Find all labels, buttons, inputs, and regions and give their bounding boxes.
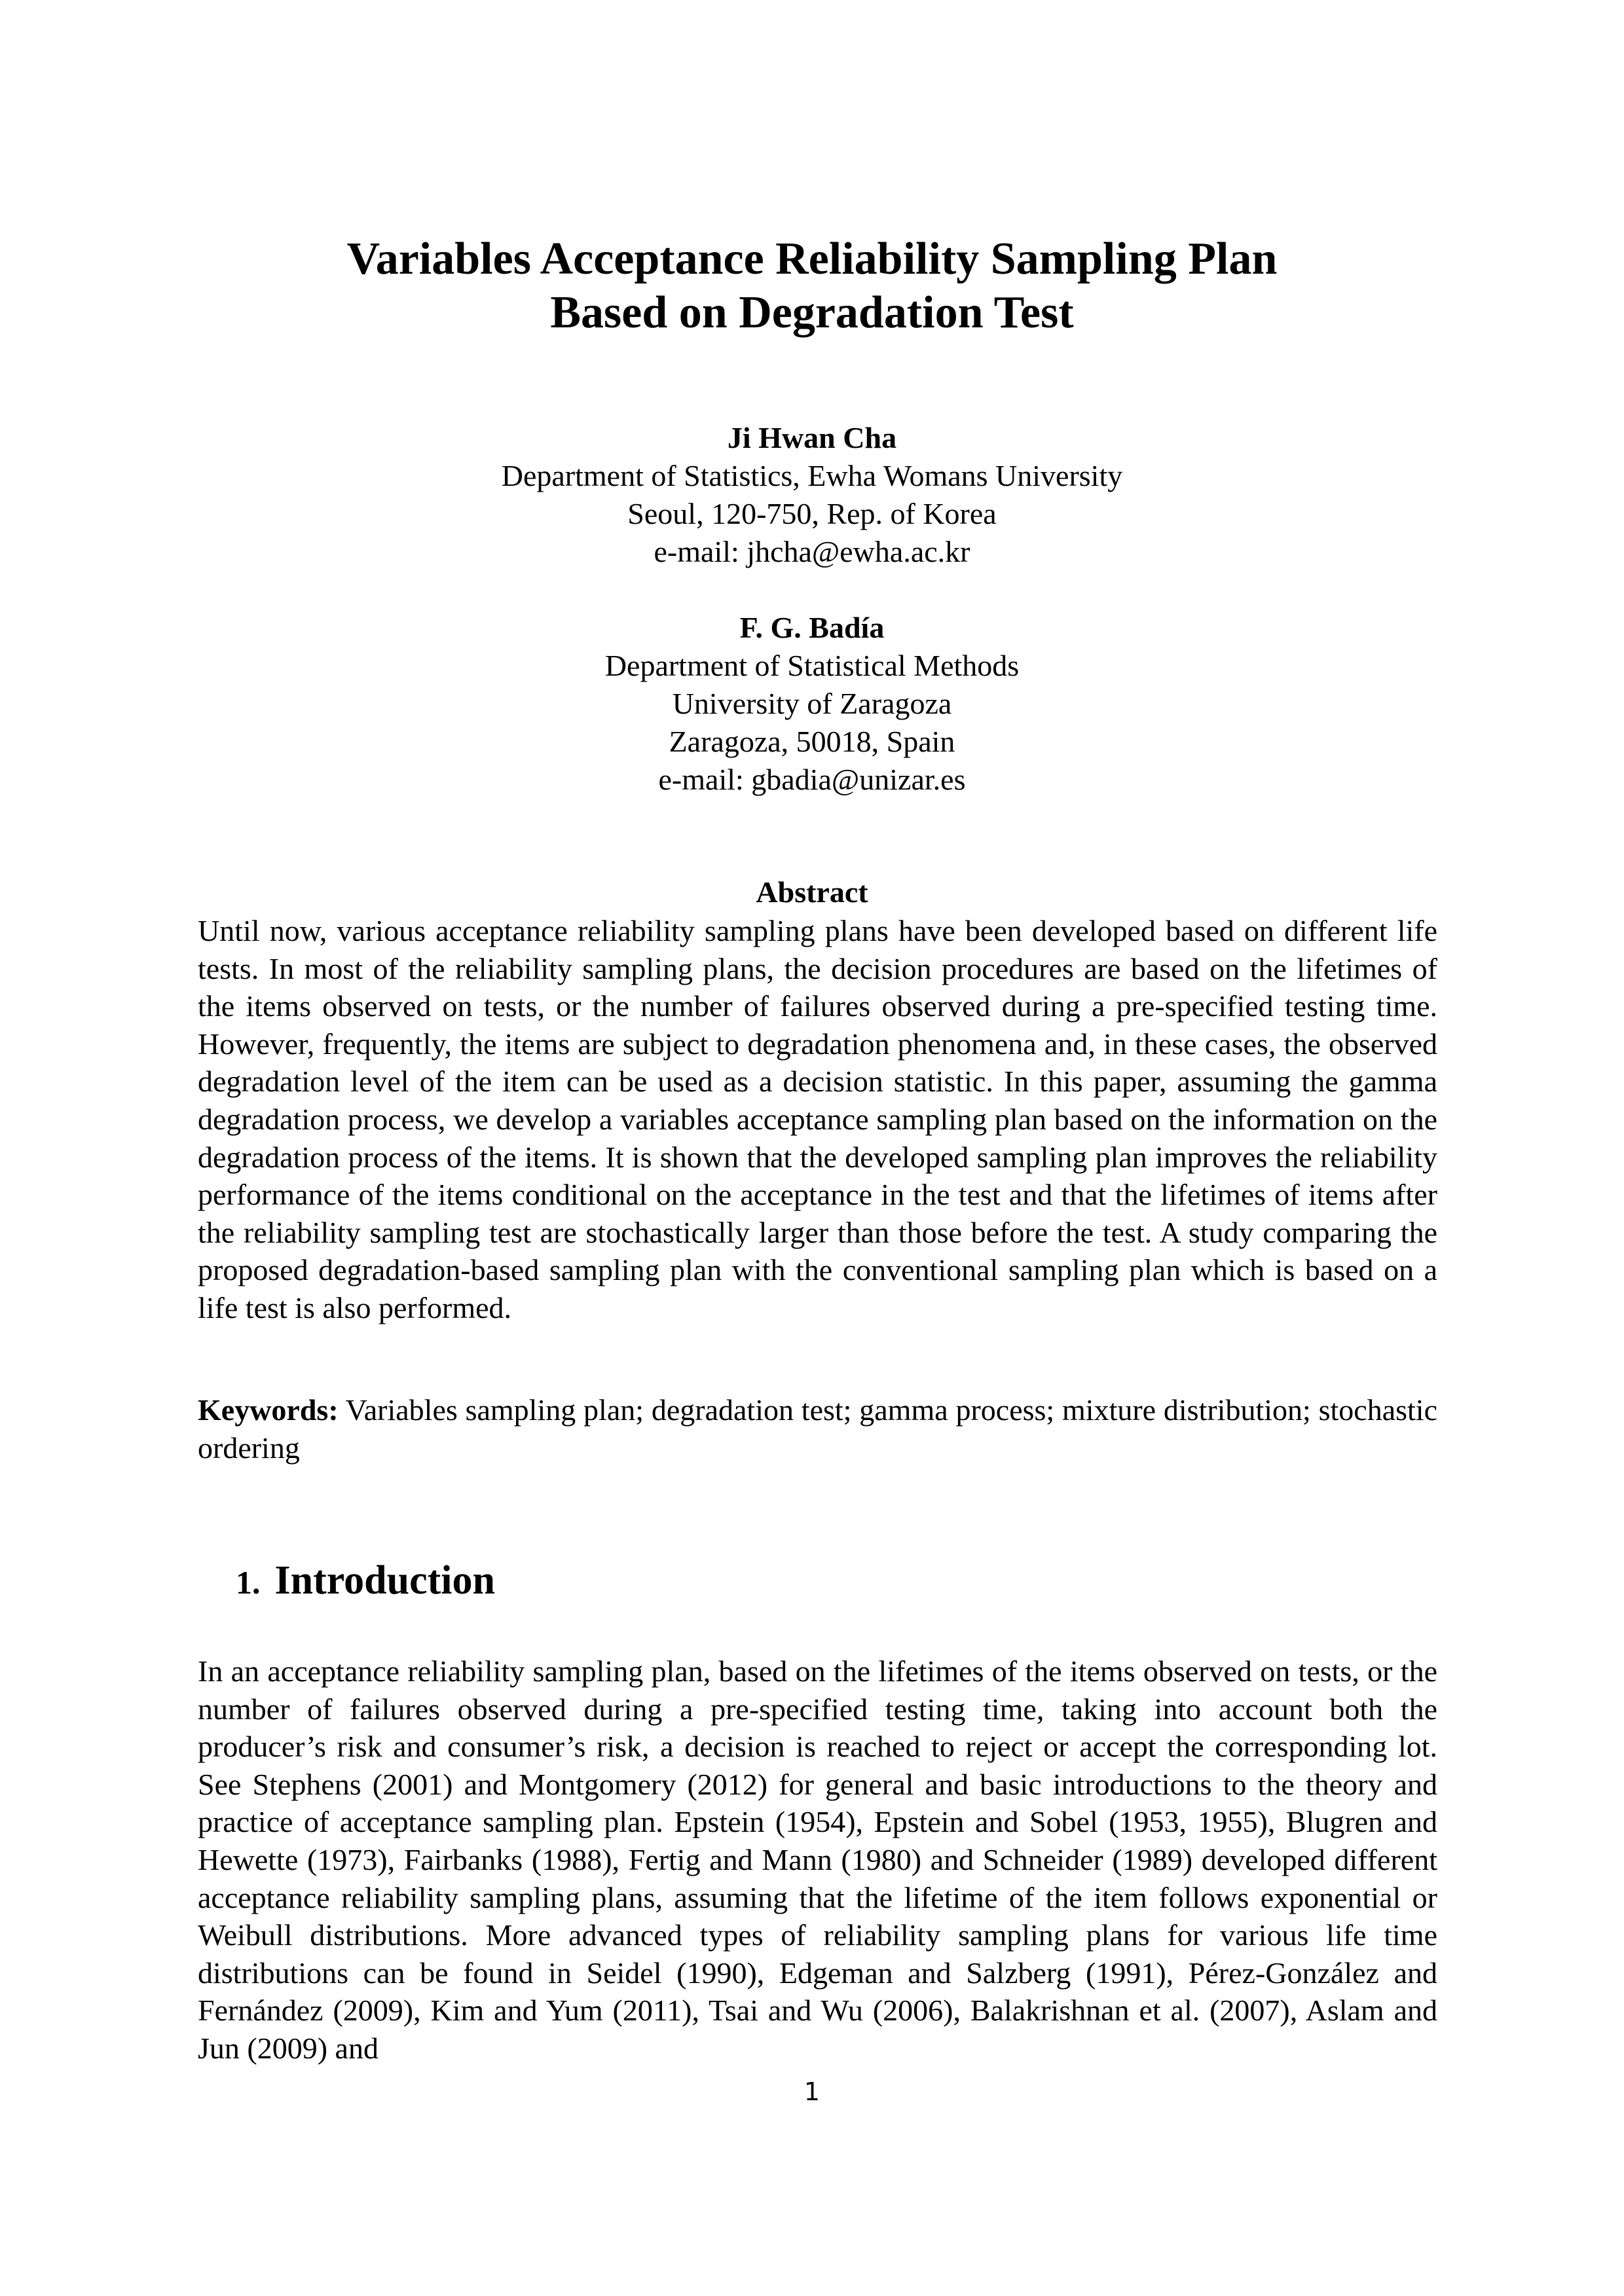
author-address: Zaragoza, 50018, Spain bbox=[669, 725, 955, 758]
keywords bbox=[198, 1391, 1437, 1467]
keywords-label: Keywords: bbox=[198, 1393, 339, 1427]
author-department: Department of Statistics, Ewha Womans University bbox=[501, 459, 1123, 492]
author-address: Seoul, 120-750, Rep. of Korea bbox=[627, 497, 997, 530]
author-email: e-mail: jhcha@ewha.ac.kr bbox=[654, 535, 970, 568]
keywords-text: Variables sampling plan; degradation test; gamma process; mixture distribution; stochastic ordering bbox=[198, 1393, 1437, 1465]
author-department: Department of Statistical Methods bbox=[604, 649, 1020, 682]
author-name: Ji Hwan Cha bbox=[727, 421, 897, 454]
author-university: University of Zaragoza bbox=[672, 687, 952, 720]
author-list bbox=[0, 419, 1624, 837]
section-number: 1. bbox=[236, 1564, 261, 1601]
title-line-2: Based on Degradation Test bbox=[550, 287, 1074, 338]
author-name: F. G. Badía bbox=[739, 611, 885, 644]
title-line-1: Variables Acceptance Reliability Sampling Plan bbox=[346, 234, 1278, 284]
page-number: 1 bbox=[803, 2077, 821, 2106]
author-email: e-mail: gbadia@unizar.es bbox=[658, 763, 966, 796]
abstract-body: Until now, various acceptance reliability sampling plans have been developed based on different life tests. In most of the reliability sampling plans, the decision procedures are based on the lifetimes of the items observed on tests, or the number of failures observed during a pre-specified testing time. However, frequently, the items are subject to degradation phenomena and, in these cases, the observed degradation level of the item can be used as a decision statistic. In this paper, assuming the gamma degradation process, we develop a variables acceptance sampling plan based on the information on the degradation process of the items. It is shown that the developed sampling plan improves the reliability performance of the items conditional on the acceptance in the test and that the lifetimes of items after the reliability sampling test are stochastically larger than those before the test. A study comparing the proposed degradation-based sampling plan with the conventional sampling plan which is based on a life test is also performed. bbox=[198, 914, 1437, 1324]
abstract-heading: Abstract bbox=[756, 875, 868, 909]
introduction-body: In an acceptance reliability sampling plan, based on the lifetimes of the items observed on tests, or the number of failures observed during a pre-specified testing time, taking into account both the producer’s risk and consumer’s risk, a decision is reached to reject or accept the corresponding lot. See Stephens (2001) and Montgomery (2012) for general and basic introductions to the theory and practice of acceptance sampling plan. Epstein (1954), Epstein and Sobel (1953, 1955), Blugren and Hewette (1973), Fairbanks (1988), Fertig and Mann (1980) and Schneider (1989) developed different acceptance reliability sampling plans, assuming that the lifetime of the item follows exponential or Weibull distributions. More advanced types of reliability sampling plans for various life time distributions can be found in Seidel (1990), Edgeman and Salzberg (1991), Pérez-González and Fernández (2009), Kim and Yum (2011), Tsai and Wu (2006), Balakrishnan et al. (2007), Aslam and Jun (2009) and bbox=[198, 1654, 1437, 2065]
author-block-2 bbox=[0, 609, 1624, 799]
paper-title bbox=[0, 232, 1624, 340]
author-block-1 bbox=[0, 419, 1624, 571]
section-heading-introduction bbox=[236, 1557, 495, 1606]
section-title: Introduction bbox=[274, 1558, 495, 1603]
